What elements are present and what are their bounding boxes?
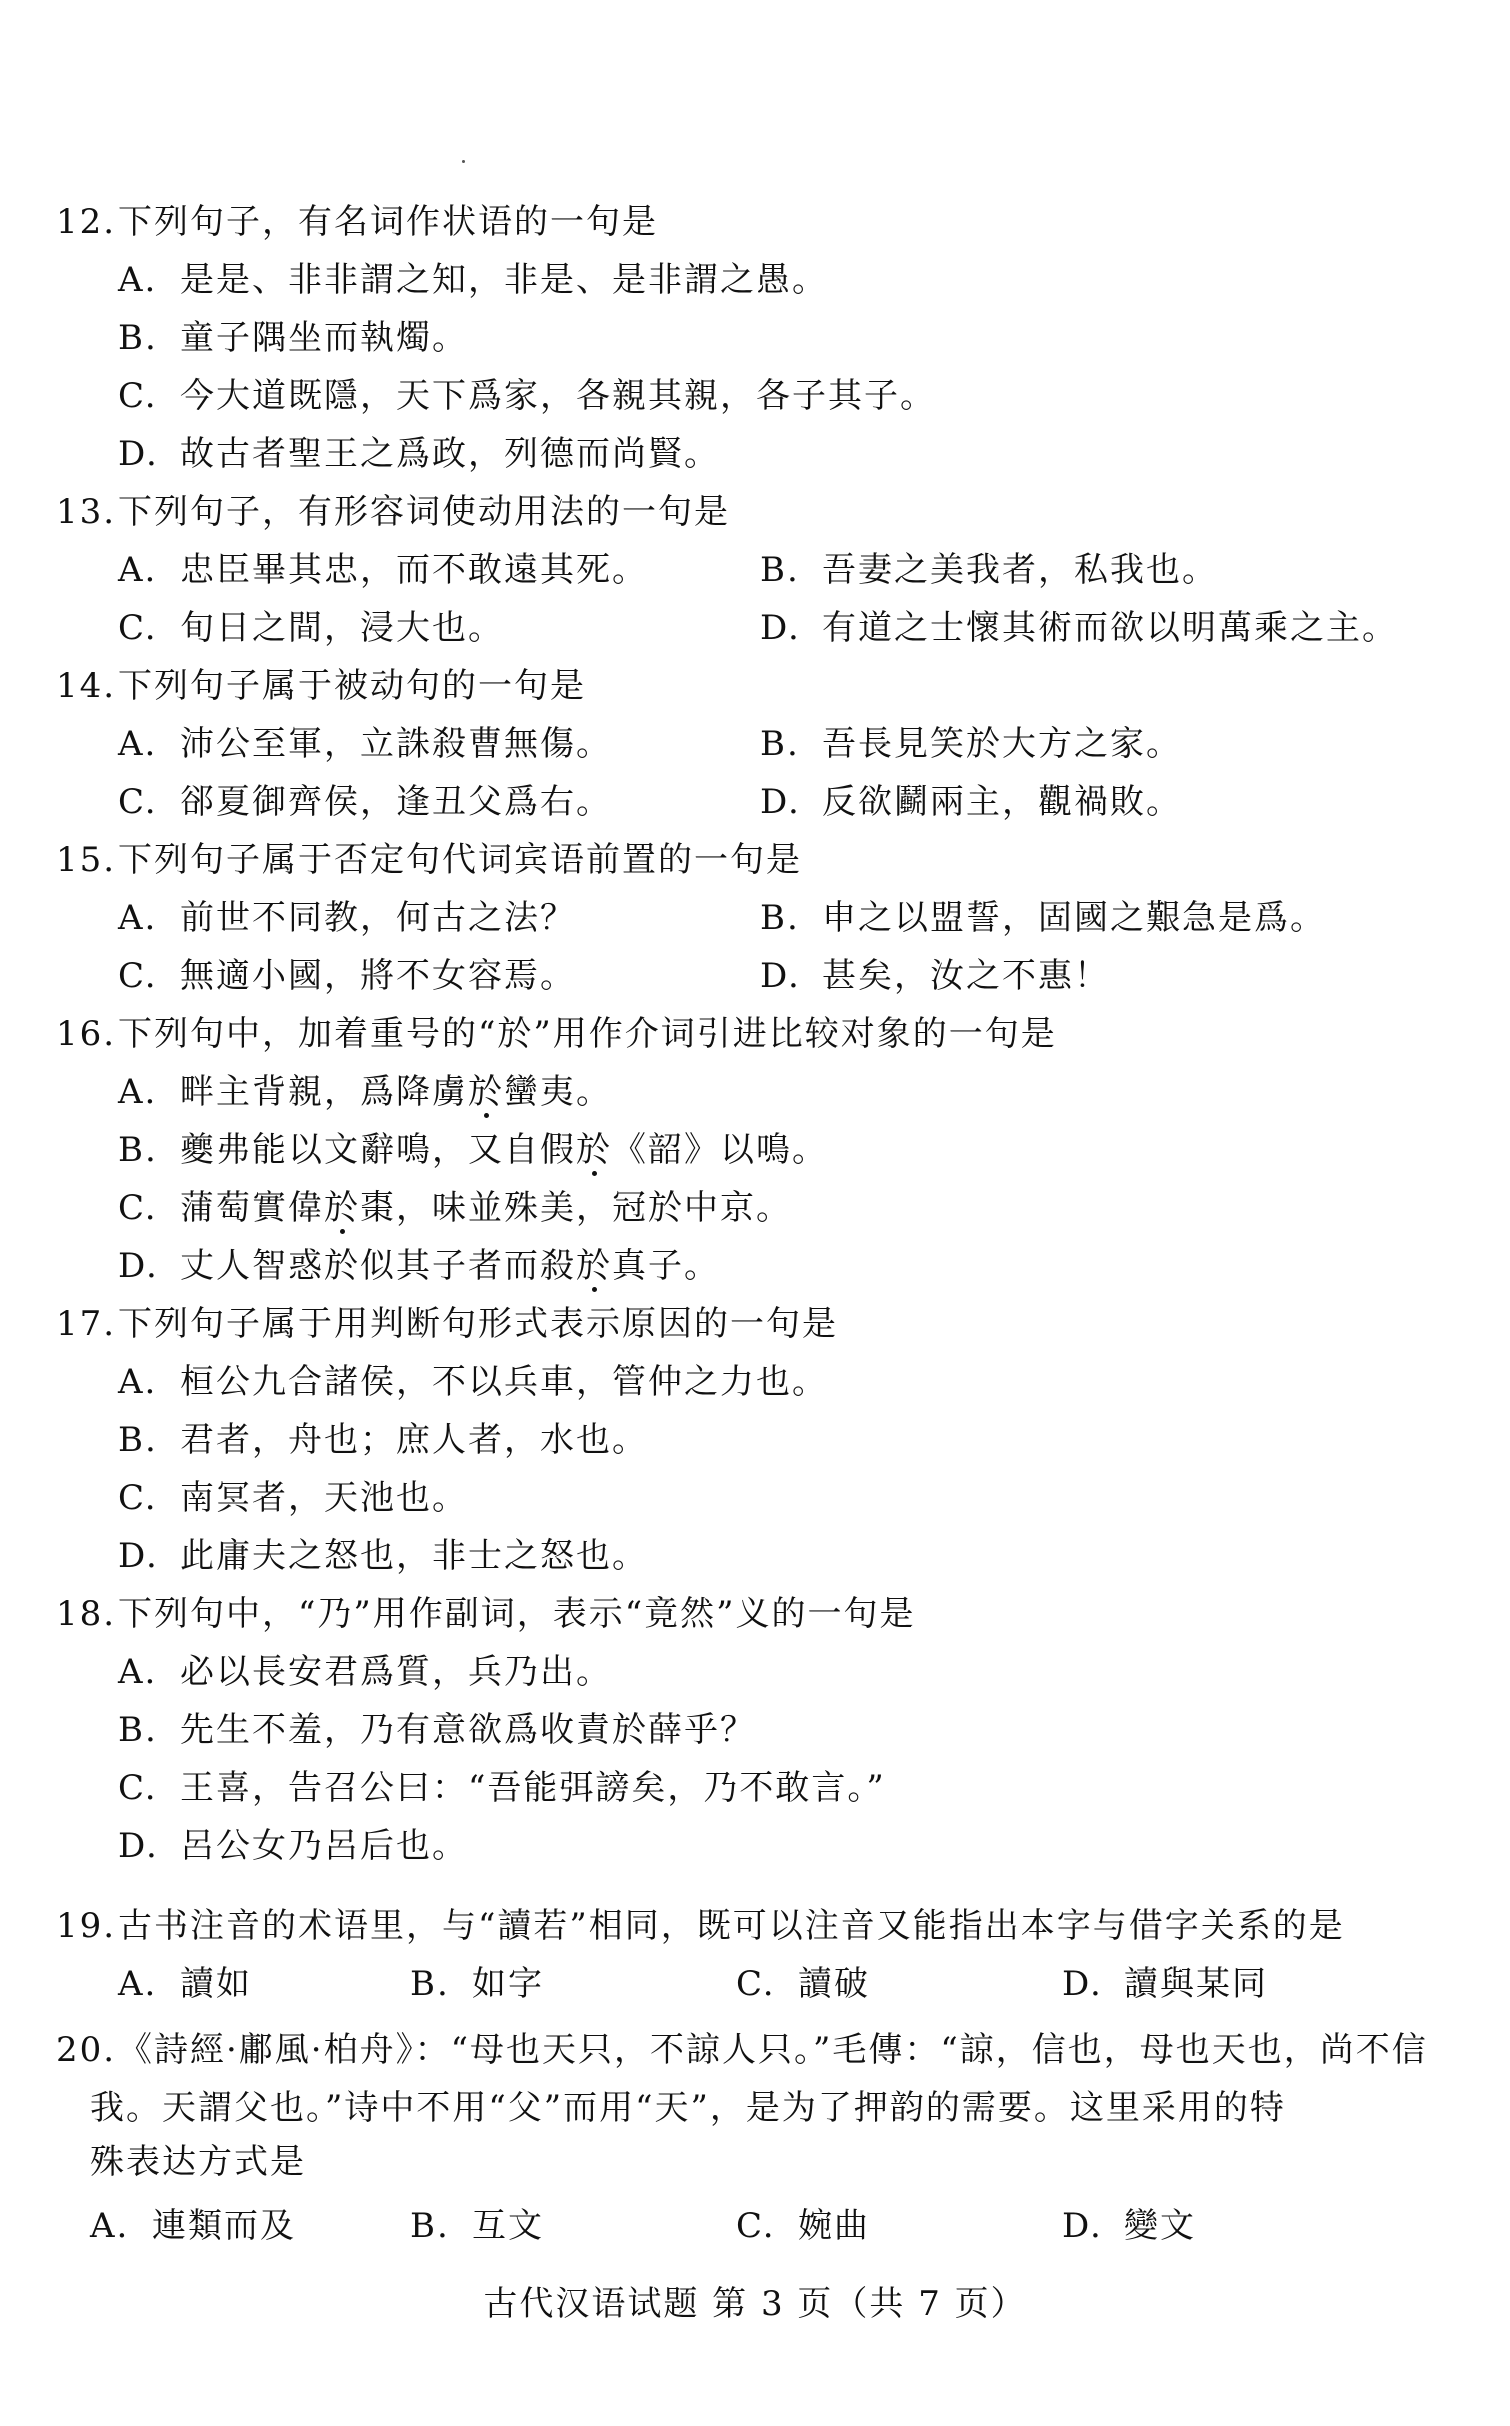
- option-b: B. 先生不羞，乃有意欲爲收責於薛乎？: [118, 1710, 756, 1750]
- option-b: B. 童子隅坐而執燭。: [118, 318, 468, 358]
- option-a: A. 前世不同教，何古之法？: [118, 898, 576, 938]
- option-c: C. 南冥者，天池也。: [118, 1478, 468, 1518]
- option-b: B. 如字: [410, 1964, 544, 2004]
- option-c: C. 蒲萄實偉於棗，味並殊美，冠於中京。: [118, 1188, 792, 1228]
- option-d: D. 有道之士懷其術而欲以明萬乘之主。: [760, 608, 1398, 648]
- option-b: B. 吾妻之美我者，私我也。: [760, 550, 1218, 590]
- question-stem: 20.《詩經·鄘風·柏舟》：“母也天只，不諒人只。”毛傳：“諒，信也，母也天也，尚不信: [56, 2030, 1428, 2070]
- option-b: B. 夔弗能以文辭鳴，又自假於《韶》以鳴。: [118, 1130, 828, 1170]
- option-c: C. 旬日之間，浸大也。: [118, 608, 504, 648]
- option-c: C. 王喜，告召公曰：“吾能弭謗矣，乃不敢言。”: [118, 1768, 886, 1808]
- question-stem-cont: 我。天謂父也。”诗中不用“父”而用“天”，是为了押韵的需要。这里采用的特: [90, 2088, 1286, 2128]
- option-d: D. 丈人智惑於似其子者而殺於真子。: [118, 1246, 720, 1286]
- question-stem: 16.下列句中，加着重号的“於”用作介词引进比较对象的一句是: [56, 1014, 1057, 1054]
- option-c: C. 無適小國，將不女容焉。: [118, 956, 576, 996]
- question-stem-cont: 殊表达方式是: [90, 2142, 306, 2182]
- option-a: A. 忠臣畢其忠，而不敢遠其死。: [118, 550, 648, 590]
- question-stem: 14.下列句子属于被动句的一句是: [56, 666, 586, 706]
- emphasis-mark: 於: [324, 1188, 360, 1228]
- option-c: C. 讀破: [736, 1964, 870, 2004]
- emphasis-mark: 於: [576, 1246, 612, 1286]
- question-stem: 15.下列句子属于否定句代词宾语前置的一句是: [56, 840, 802, 880]
- scan-speck: [462, 160, 465, 163]
- option-c: C. 今大道既隱，天下爲家，各親其親，各子其子。: [118, 376, 936, 416]
- option-b: B. 吾長見笑於大方之家。: [760, 724, 1182, 764]
- option-b: B. 君者，舟也；庶人者，水也。: [118, 1420, 648, 1460]
- option-d: D. 故古者聖王之爲政，列德而尚賢。: [118, 434, 720, 474]
- option-a: A. 讀如: [118, 1964, 252, 2004]
- question-stem: 12.下列句子，有名词作状语的一句是: [56, 202, 658, 242]
- question-stem: 19.古书注音的术语里，与“讀若”相同，既可以注音又能指出本字与借字关系的是: [56, 1906, 1345, 1946]
- emphasis-mark: 於: [468, 1072, 504, 1112]
- question-stem: 18.下列句中，“乃”用作副词，表示“竟然”义的一句是: [56, 1594, 916, 1634]
- option-a: A. 畔主背親，爲降虜於蠻夷。: [118, 1072, 612, 1112]
- option-c: C. 婉曲: [736, 2206, 870, 2246]
- question-stem: 17.下列句子属于用判断句形式表示原因的一句是: [56, 1304, 838, 1344]
- question-stem: 13.下列句子，有形容词使动用法的一句是: [56, 492, 730, 532]
- option-d: D. 呂公女乃呂后也。: [118, 1826, 468, 1866]
- option-d: D. 反欲鬬兩主，觀禍敗。: [760, 782, 1182, 822]
- page-footer: 古代汉语试题 第 3 页（共 7 页）: [483, 2284, 1027, 2324]
- option-c: C. 郤夏御齊侯，逢丑父爲右。: [118, 782, 612, 822]
- option-b: B. 申之以盟誓，固國之艱急是爲。: [760, 898, 1326, 938]
- option-a: A. 沛公至軍，立誅殺曹無傷。: [118, 724, 612, 764]
- option-d: D. 甚矣，汝之不惠！: [760, 956, 1110, 996]
- option-d: D. 此庸夫之怒也，非士之怒也。: [118, 1536, 648, 1576]
- option-a: A. 連類而及: [90, 2206, 296, 2246]
- option-a: A. 必以長安君爲質，兵乃出。: [118, 1652, 612, 1692]
- option-a: A. 是是、非非謂之知，非是、是非謂之愚。: [118, 260, 828, 300]
- emphasis-mark: 於: [576, 1130, 612, 1170]
- option-d: D. 變文: [1062, 2206, 1196, 2246]
- option-a: A. 桓公九合諸侯，不以兵車，管仲之力也。: [118, 1362, 828, 1402]
- option-d: D. 讀與某同: [1062, 1964, 1268, 2004]
- option-b: B. 互文: [410, 2206, 544, 2246]
